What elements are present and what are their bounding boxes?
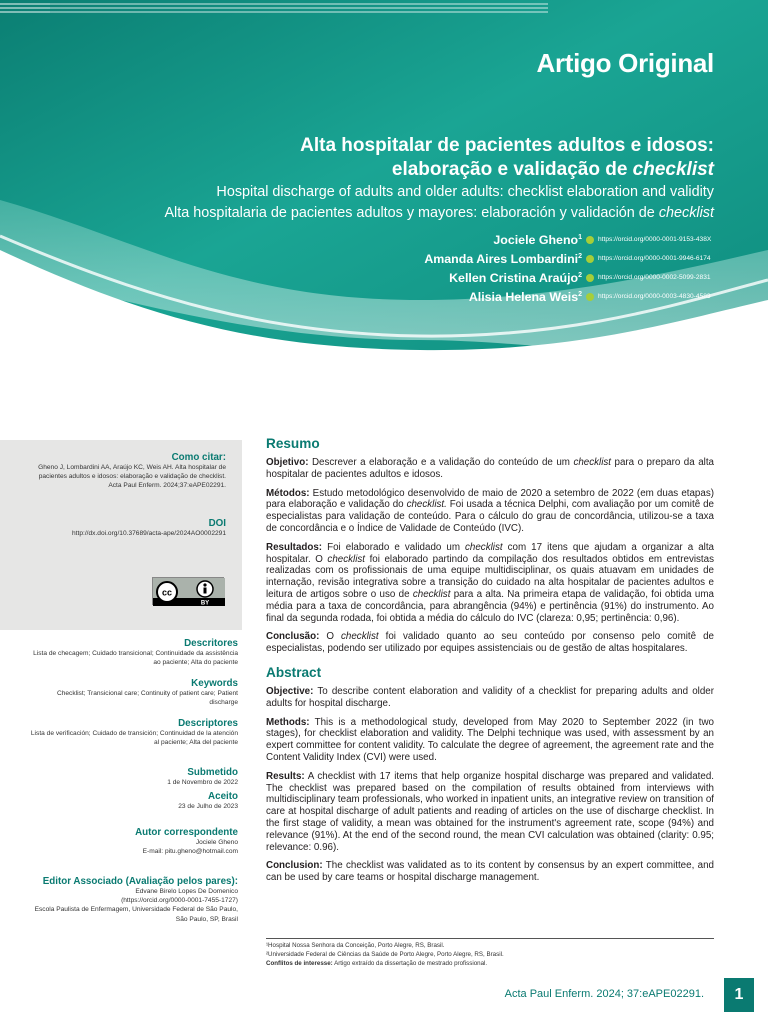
orcid-link[interactable]: https://orcid.org/0000-0001-9153-438X [598,236,712,243]
doi-heading: DOI [208,518,226,529]
descriptores-text: Lista de verificación; Cuidado de transición; Continuidad de la atención al paciente; Alta del paciente [30,730,238,747]
doi-link[interactable]: http://dx.doi.org/10.37689/acta-ape/2024AO0002291 [72,530,226,537]
resumo-objetivo: Objetivo: Descrever a elaboração e a validação do conteúdo de um checklist para o preparo da alta hospitalar de pacientes adultos e idosos. [266,457,714,480]
descriptores-block [30,718,238,747]
descritores-block [30,638,238,667]
cite-text: Gheno J, Lombardini AA, Araújo KC, Weis AH. Alta hospitalar de pacientes adultos e idosos: elaboração e validação de checklist. Acta Paul Enferm. 2024;37:eAPE02291. [38,464,226,490]
descriptores-heading: Descriptores [178,718,238,729]
orcid-link[interactable]: https://orcid.org/0000-0002-5099-2831 [598,274,711,281]
corresponding-author-block [30,827,238,856]
cc-by-icon [153,578,225,606]
abstract-methods: Methods: This is a methodological study, developed from May 2020 to September 2022 (in two stages), for checklist elaboration and validity. The Delphi technique was used, with assessment by an expert committee for content validity. To calculate the degree of agreement, the agreement rate and the Content Validity Index (CVI) were used. [266,716,714,763]
abstract-conclusion: Conclusion: The checklist was validated as to its content by consensus by an expert committee, and can be used by care teams or hospital discharge management. [266,860,714,884]
title-english: Hospital discharge of adults and older adults: checklist elaboration and validity [216,184,714,200]
orcid-icon [586,236,594,244]
keywords-text: Checklist; Transicional care; Continuity of patient care; Patient discharge [56,690,238,707]
title-es-text: Alta hospitalaria de pacientes adultos y mayores: elaboración y validación de [164,205,659,221]
footnotes [266,941,714,968]
title-spanish [94,203,714,223]
associate-editor-orcid[interactable]: (https://orcid.org/0000-0001-7455-1727) [121,897,238,905]
orcid-icon [586,293,594,301]
abstract-objective: Objective: To describe content elaboration and validity of a checklist for preparing adults and older adults for hospital discharge. [266,685,714,709]
associate-editor-institution: Escola Paulista de Enfermagem, Universidade Federal de São Paulo, São Paulo, SP, Brasil [34,906,238,923]
title-lines-right [0,0,50,16]
corresponding-author-name: Jociele Gheno [195,839,238,846]
aceito-block [30,791,238,811]
descritores-heading: Descritores [184,638,238,649]
cc-by-label: BY [200,600,210,606]
author-name: Kellen Cristina Araújo$^2$ [449,270,582,285]
aceito-date: 23 de Julho de 2023 [178,803,238,810]
orcid-icon [586,255,594,263]
article-type: Artigo Original [536,48,714,78]
article-header [0,0,768,400]
aceito-heading: Aceito [208,791,238,802]
footnote-2: ²Universidade Federal de Ciências da Saúde de Porto Alegre, Porto Alegre, RS, Brasil. [266,951,504,958]
page-number: 1 [724,978,754,1012]
footnote-1: ¹Hospital Nossa Senhora da Conceição, Porto Alegre, RS, Brasil. [266,942,445,949]
corresponding-author-heading: Autor correspondente [135,827,238,838]
abstract-results: Results: A checklist with 17 items that help organize hospital discharge was prepared and validated. The checklist was prepared based on the compilation of results obtained from interviews with multidisciplinary team professionals, who worked in inpatient units, an integrative review on transition of care at hospital discharge of adult patients and reading of articles on the use of discharge checklist. In the first stage of validity, a mean was obtained for the instrument's agreement rate, scope (94%) and relevance (91%). At the end of the second round, the mean CVI calculation was obtained (clarity: 0.95; relevance: 0.96). [266,770,714,853]
author-name: Amanda Aires Lombardini$^2$ [424,251,582,266]
cite-heading: Como citar: [171,452,226,463]
doi-block [26,518,226,538]
author-4 [214,287,714,306]
associate-editor-name: Edvane Birelo Lopes De Domenico [135,888,238,895]
resumo-heading: Resumo [266,436,320,451]
abstract-heading: Abstract [266,664,322,680]
title-pt-checklist: checklist [632,159,714,180]
orcid-link[interactable]: https://orcid.org/0000-0003-4830-4583 [598,293,711,300]
descritores-text: Lista de checagem; Cuidado transicional; Continuidade da assistência ao paciente; Alta do paciente [33,650,238,667]
author-2 [214,249,714,268]
orcid-icon [586,274,594,282]
title-lines-left [0,0,548,16]
author-name: Jociele Gheno$^1$ [493,232,582,247]
submetido-date: 1 de Novembro de 2022 [167,779,238,786]
abstract-column [266,436,714,891]
authors-list [214,230,714,306]
title-pt-line2: elaboração e validação de [391,159,633,180]
footnote-conflict: Conflitos de interesse: Artigo extraído da dissertação de mestrado profissional. [266,960,488,967]
title-pt-line1: Alta hospitalar de pacientes adultos e idosos: [300,135,714,156]
author-1 [214,230,714,249]
resumo-resultados: Resultados: Foi elaborado e validado um checklist com 17 itens que ajudam a organizar a alta hospitalar. O checklist foi elaborado partindo da compilação dos resultados obtidos em entrevistas realizadas com os profissionais de uma equipe multidisciplinar, os quais atuavam em unidades de internação, revisão integrativa sobre a transição do cuidado na alta hospitalar de pacientes adultos e leitura de artigos sobre o uso de checklist para a alta. Na primeira etapa de validação, foi obtida uma média para a taxa de concordância, para abrangência (94%) e pertinência (91%) do instrumento. Ao final da segunda rodada, foi obtida a média do cálculo do IVC (clareza: 0,95; pertinência: 0,96). [266,541,714,624]
title-es-checklist: checklist [658,205,714,221]
svg-text:cc: cc [161,587,173,598]
resumo-metodos: Métodos: Estudo metodológico desenvolvido de maio de 2020 a setembro de 2022 (em duas etapas) para elaboração e validação do checklist. Foi usada a técnica Delphi, com avaliação por um comitê de especialistas para validação de conteúdo. Para o cálculo do grau de concordância, utilizou-se a taxa de concordância e o Índice de Validade de Conteúdo (IVC). [266,487,714,534]
keywords-block [30,678,238,707]
footnote-divider [266,938,714,939]
cc-license-badge[interactable] [152,577,224,605]
keywords-heading: Keywords [191,678,238,689]
submetido-block [30,767,238,787]
orcid-link[interactable]: https://orcid.org/0000-0001-9946-6174 [598,255,711,262]
associate-editor-heading: Editor Associado (Avaliação pelos pares): [42,876,238,887]
resumo-conclusao: Conclusão: O checklist foi validado quanto ao seu conteúdo por consenso pelo comitê de especialistas, podendo ser utilizado por equipes assistenciais ou de gestão de altas hospitalares. [266,631,714,655]
journal-citation: Acta Paul Enferm. 2024; 37:eAPE02291. [504,988,704,1000]
author-name: Alisia Helena Weis$^2$ [468,289,582,304]
associate-editor-block [30,876,238,924]
cite-block [26,452,226,491]
author-3 [214,268,714,287]
title-portuguese [154,134,714,182]
submetido-heading: Submetido [187,767,238,778]
corresponding-author-email[interactable]: E-mail: pitu.gheno@hotmail.com [142,848,238,856]
